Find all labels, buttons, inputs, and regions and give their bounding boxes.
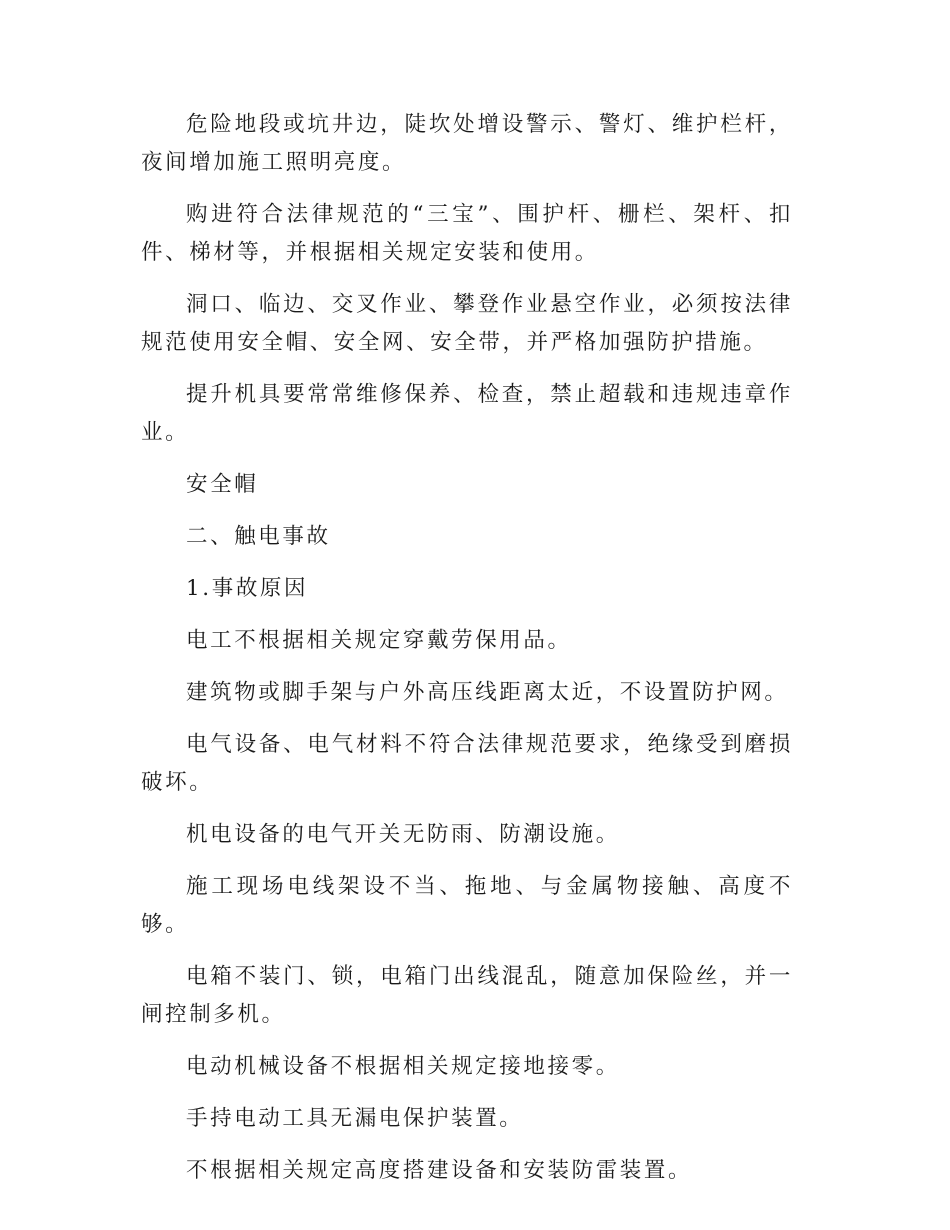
section-heading-electric-shock: 二、触电事故 — [186, 524, 331, 549]
paragraph-leakage-protection: 手持电动工具无漏电保护装置。 — [186, 1106, 524, 1131]
paragraph-lightning-protection: 不根据相关规定高度搭建设备和安装防雷装置。 — [186, 1158, 693, 1183]
paragraph-protective-measures: 洞口、临边、交叉作业、攀登作业悬空作业，必须按法律规范使用安全帽、安全网、安全带，并严格加强防护措施。 — [141, 292, 793, 355]
subheading-accident-causes: 1.事故原因 — [186, 576, 309, 601]
paragraph-purchase-equipment: 购进符合法律规范的“三宝”、围护杆、栅栏、架杆、扣件、梯材等，并根据相关规定安装和使用。 — [141, 202, 793, 265]
paragraph-electric-box: 电箱不装门、锁，电箱门出线混乱，随意加保险丝，并一闸控制多机。 — [141, 964, 793, 1027]
paragraph-switch-weatherproof: 机电设备的电气开关无防雨、防潮设施。 — [186, 822, 620, 847]
paragraph-safety-helmet: 安全帽 — [186, 472, 259, 497]
document-body — [141, 106, 793, 1204]
paragraph-high-voltage-distance: 建筑物或脚手架与户外高压线距离太近，不设置防护网。 — [186, 680, 789, 705]
paragraph-electrician-ppe: 电工不根据相关规定穿戴劳保用品。 — [186, 628, 572, 653]
paragraph-insulation-damage: 电气设备、电气材料不符合法律规范要求，绝缘受到磨损破坏。 — [141, 732, 793, 795]
paragraph-wiring-improper: 施工现场电线架设不当、拖地、与金属物接触、高度不够。 — [141, 874, 793, 937]
paragraph-grounding: 电动机械设备不根据相关规定接地接零。 — [186, 1054, 620, 1079]
paragraph-hazard-warning: 危险地段或坑井边，陡坎处增设警示、警灯、维护栏杆，夜间增加施工照明亮度。 — [141, 112, 793, 175]
paragraph-hoist-maintenance: 提升机具要常常维修保养、检查，禁止超载和违规违章作业。 — [141, 382, 793, 445]
